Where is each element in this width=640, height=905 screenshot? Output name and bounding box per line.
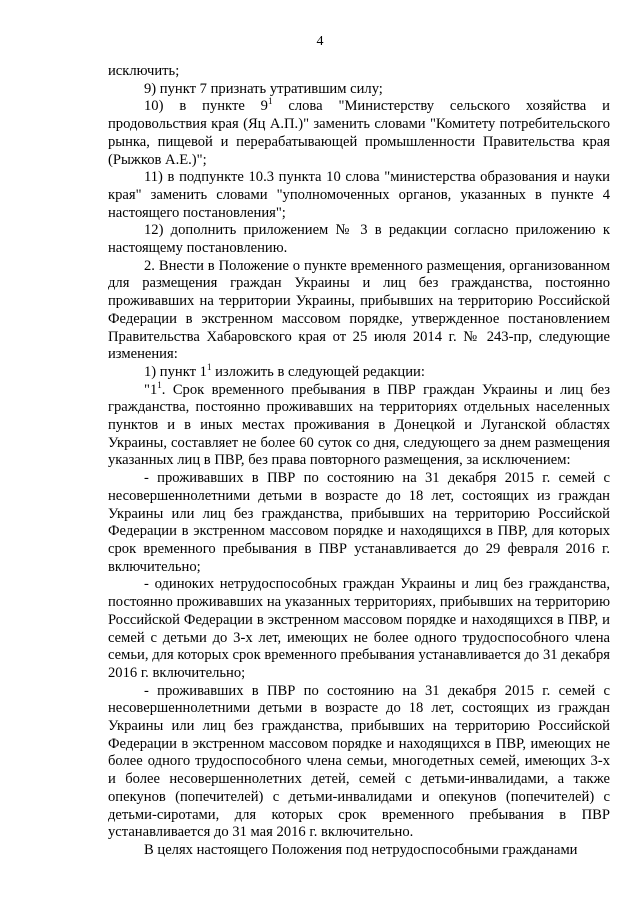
paragraph-section-2: 2. Внести в Положение о пункте временного размещения, организованном для размещения граждан Украины и лиц без гражданства, постоянно проживавших на территории Украины, прибывших на территорию Российской Федерации в экстренном массовом порядке, утвержденное постановлением Правительства Хабаровского края от 25 июля 2014 г. № 243-пр, следующие изменения: xyxy=(108,257,610,363)
paragraph-exception-2: - одиноких нетрудоспособных граждан Украины и лиц без гражданства, постоянно проживавших на указанных территориях, прибывших на территорию Российской Федерации в экстренном массовом порядке и находящихся в ПВР, и семей с детьми до 3-х лет, имеющих не более одного трудоспособного члена семьи, для которых срок временного пребывания устанавливается до 31 декабря 2016 г. включительно; xyxy=(108,576,610,681)
paragraph-item-12: 12) дополнить приложением № 3 в редакции согласно приложению к настоящему постановлению. xyxy=(108,222,610,257)
paragraph-item-9: 9) пункт 7 признать утратившим силу; xyxy=(144,80,383,97)
document-body xyxy=(108,63,610,860)
paragraph-subitem-1 xyxy=(108,361,610,382)
paragraph-quoted-clause xyxy=(108,379,610,471)
paragraph-exception-1: - проживавших в ПВР по состоянию на 31 декабря 2015 г. семей с несовершеннолетними детьми в возрасте до 18 лет, состоящих из граждан Украины или лиц без гражданства, прибывших на территорию Российской Федерации в экстренном массовом порядке и находящихся в ПВР, для которых срок временного пребывания в ПВР устанавливается до 29 февраля 2016 г. включительно; xyxy=(108,470,610,575)
page-number: 4 xyxy=(316,34,324,49)
paragraph-continuation: исключить; xyxy=(108,63,180,79)
paragraph-subitem-1-text-a: 1) пункт 1 xyxy=(144,363,207,380)
paragraph-item-10 xyxy=(108,98,610,169)
paragraph-definition: В целях настоящего Положения под нетрудоспособными гражданами xyxy=(144,841,578,858)
paragraph-subitem-1-text-b: изложить в следующей редакции: xyxy=(211,363,425,380)
superscript: 1 xyxy=(206,361,212,372)
paragraph-item-11: 11) в подпункте 10.3 пункта 10 слова "министерства образования и науки края" заменить словами "уполномоченных органов, указанных в пункте 4 настоящего постановления"; xyxy=(108,169,610,221)
paragraph-item-10-text-a: 10) в пункте 9 xyxy=(144,98,268,115)
paragraph-quoted-clause-text-b: . Срок временного пребывания в ПВР граждан Украины и лиц без гражданства, постоянно проживавших на территориях отдельных населенных пунктов и в иных местах проживания в Донецкой и Луганской областях Украины, составляет не более 60 суток со дня, следующего за днем размещения указанных лиц в ПВР, без права повторного размещения, за исключением: xyxy=(108,381,610,469)
paragraph-quoted-clause-text-a: "1 xyxy=(144,381,158,398)
paragraph-exception-3: - проживавших в ПВР по состоянию на 31 декабря 2015 г. семей с несовершеннолетними детьми в возрасте до 18 лет, состоящих из граждан Украины или лиц без гражданства, прибывших на территорию Российской Федерации в экстренном массовом порядке и находящихся в ПВР, имеющих не более одного трудоспособного члена семьи, многодетных семей, имеющих 3-х и более несовершеннолетних детей, семей с детьми-инвалидами, а также опекунов (попечителей) с детьми-инвалидами и опекунов (попечителей) с детьми-сиротами, для которых срок временного пребывания в ПВР устанавливается до 31 мая 2016 г. включительно. xyxy=(108,682,610,841)
paragraph-item-10-text-b: слова "Министерству сельского хозяйства и продовольствия края (Яц А.П.)" заменить словами "Комитету потребительского рынка, пищевой и перерабатывающей промышленности Правительства края (Рыжков А.Е.)"; xyxy=(108,98,610,168)
superscript: 1 xyxy=(157,379,162,390)
superscript: 1 xyxy=(267,96,273,107)
